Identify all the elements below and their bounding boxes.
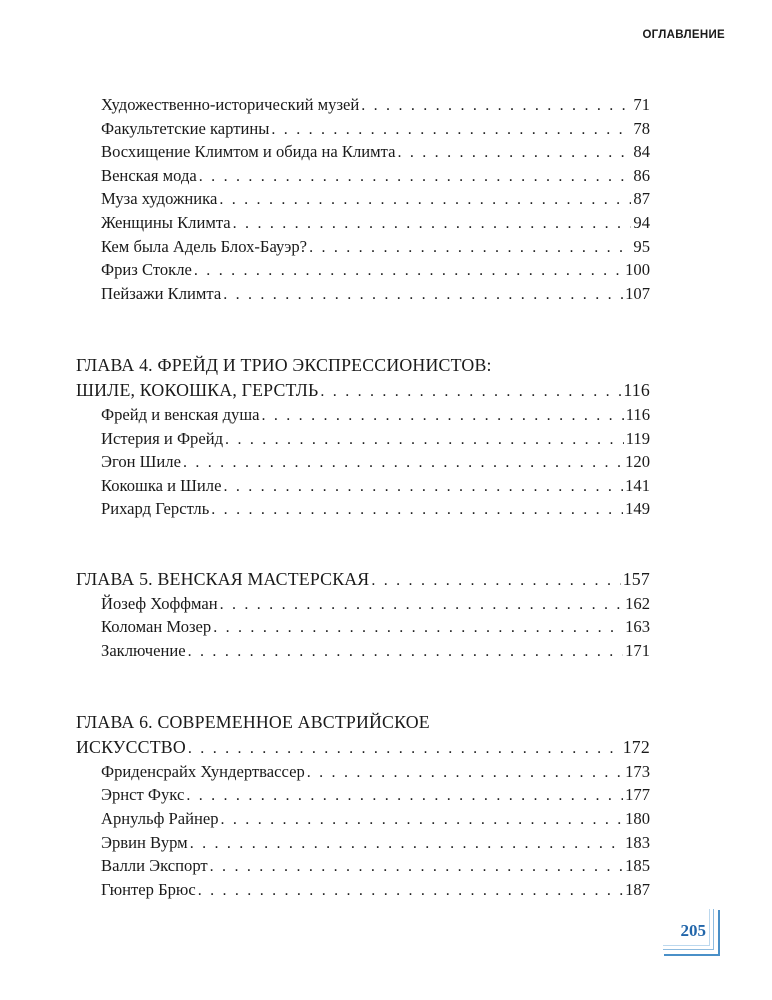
toc-entry-page: 183 — [625, 832, 650, 852]
toc-entry[interactable] — [76, 117, 650, 141]
dot-leader — [225, 428, 624, 452]
toc-entry-page: 171 — [625, 640, 650, 660]
toc-entry-title: Йозеф Хоффман — [101, 593, 218, 613]
dot-leader — [320, 380, 621, 404]
toc-entry[interactable] — [76, 282, 650, 306]
toc-entry-title: Эрнст Фукс — [101, 785, 185, 805]
toc-entry-title: Восхищение Климтом и обида на Климта — [101, 142, 396, 162]
toc-entry-page: 149 — [625, 499, 650, 519]
toc-entry-page: 100 — [625, 260, 650, 280]
chapter-title: ГЛАВА 4. ФРЕЙД И ТРИО ЭКСПРЕССИОНИСТОВ: — [76, 355, 492, 376]
toc-entry-page: 180 — [625, 809, 650, 829]
toc-entry-title: Истерия и Фрейд — [101, 428, 224, 448]
toc-entry-title: Эрвин Вурм — [101, 832, 188, 852]
toc-entry[interactable] — [76, 497, 650, 521]
toc-entry[interactable] — [76, 854, 650, 878]
toc-entry-title: Валли Экспорт — [101, 856, 208, 876]
toc-entry-title: Гюнтер Брюс — [101, 879, 196, 899]
dot-leader — [221, 808, 624, 832]
toc-entry-page: 187 — [625, 879, 650, 899]
dot-leader — [211, 498, 623, 522]
toc-entry-title: Коломан Мозер — [101, 617, 212, 637]
toc-entry-page: 78 — [633, 118, 650, 138]
chapter-5-heading[interactable] — [76, 568, 650, 592]
dot-leader — [233, 212, 632, 236]
toc-entry-title: Венская мода — [101, 165, 197, 185]
dot-leader — [397, 141, 631, 165]
dot-leader — [223, 283, 623, 307]
toc-entry[interactable] — [76, 760, 650, 784]
toc-entry-page: 173 — [625, 761, 650, 781]
chapter-title: ГЛАВА 5. ВЕНСКАЯ МАСТЕРСКАЯ — [76, 568, 370, 589]
toc-entry-page: 185 — [625, 856, 650, 876]
toc-entry[interactable] — [76, 235, 650, 259]
dot-leader — [223, 475, 623, 499]
toc-entry[interactable] — [76, 93, 650, 117]
chapter-6-heading-line1[interactable] — [76, 709, 650, 736]
toc-entry[interactable] — [76, 211, 650, 235]
toc-entry[interactable] — [76, 807, 650, 831]
toc-entry-page: 116 — [625, 404, 650, 424]
toc-entry[interactable] — [76, 831, 650, 855]
toc-entry-title: Художественно-исторический музей — [101, 95, 360, 114]
chapter-6-heading-line2[interactable] — [76, 736, 650, 760]
toc-entry-page: 95 — [633, 236, 650, 256]
dot-leader — [210, 855, 623, 879]
toc-entry-title: Кокошка и Шиле — [101, 475, 222, 495]
chapter-4-heading-line2[interactable] — [76, 379, 650, 403]
dot-leader — [271, 118, 631, 142]
chapter-4-block — [76, 352, 650, 521]
toc-entry-page: 119 — [625, 428, 650, 448]
toc-entry[interactable] — [76, 450, 650, 474]
dot-leader — [219, 188, 631, 212]
dot-leader — [261, 404, 623, 428]
toc-entry-title: Женщины Климта — [101, 212, 231, 232]
dot-leader — [190, 832, 623, 856]
toc-entry-title: Заключение — [101, 640, 186, 660]
toc-entry-title: Пейзажи Климта — [101, 283, 222, 303]
toc-entry-title: Арнульф Райнер — [101, 809, 219, 829]
toc-entry-page: 107 — [625, 283, 650, 303]
chapter-page: 116 — [623, 380, 650, 401]
toc-entry[interactable] — [76, 403, 650, 427]
toc-entry[interactable] — [76, 164, 650, 188]
toc-entry[interactable] — [76, 615, 650, 639]
dot-leader — [198, 879, 623, 903]
dot-leader — [186, 784, 623, 808]
toc-entry-page: 94 — [633, 212, 650, 232]
toc-entry-page: 162 — [625, 593, 650, 613]
toc-entry-title: Фриденсрайх Хундертвассер — [101, 761, 305, 781]
toc-entry-title: Муза художника — [101, 189, 218, 209]
chapter-page: 157 — [622, 568, 650, 589]
toc-entry-page: 163 — [625, 617, 650, 637]
dot-leader — [188, 737, 621, 761]
toc-entry[interactable] — [76, 474, 650, 498]
chapter-5-block — [76, 568, 650, 662]
toc-entry-page: 141 — [625, 475, 650, 495]
toc-entry[interactable] — [76, 878, 650, 902]
dot-leader — [371, 569, 620, 593]
chapter-title: ИСКУССТВО — [76, 737, 186, 758]
toc-entry-title: Фриз Стокле — [101, 260, 192, 280]
toc-entry[interactable] — [76, 592, 650, 616]
dot-leader — [199, 165, 632, 189]
toc-entry-page: 87 — [633, 189, 650, 209]
chapter-title: ГЛАВА 6. СОВРЕМЕННОЕ АВСТРИЙСКОЕ — [76, 712, 430, 733]
toc-entry-title: Кем была Адель Блох-Бауэр? — [101, 236, 308, 256]
toc-entry[interactable] — [76, 639, 650, 663]
toc-entry-page: 84 — [633, 142, 650, 162]
page-number: 205 — [680, 921, 706, 940]
dot-leader — [188, 640, 623, 664]
toc-entry[interactable] — [76, 140, 650, 164]
dot-leader — [361, 94, 631, 118]
dot-leader — [213, 616, 623, 640]
toc-entry-title: Рихард Герстль — [101, 499, 210, 519]
section-a-list — [76, 93, 650, 305]
dot-leader — [220, 593, 624, 617]
toc-entry[interactable] — [76, 187, 650, 211]
toc-entry-title: Факультетские картины — [101, 118, 270, 138]
dot-leader — [309, 236, 631, 260]
toc-entry-page: 86 — [633, 165, 650, 185]
toc-entry[interactable] — [76, 258, 650, 282]
toc-entry[interactable] — [76, 783, 650, 807]
dot-leader — [307, 761, 623, 785]
running-head: ОГЛАВЛЕНИЕ — [642, 29, 725, 41]
toc-entry-title: Эгон Шиле — [101, 452, 181, 472]
toc-entry-title: Фрейд и венская душа — [101, 404, 260, 424]
toc-entry-page: 177 — [625, 785, 650, 805]
chapter-4-heading-line1[interactable] — [76, 352, 650, 379]
toc-entry[interactable] — [76, 427, 650, 451]
table-of-contents — [76, 93, 650, 901]
chapter-6-block — [76, 709, 650, 901]
chapter-page: 172 — [622, 737, 650, 758]
dot-leader — [183, 451, 623, 475]
dot-leader — [194, 259, 623, 283]
toc-entry-page: 71 — [633, 95, 650, 114]
toc-entry-page: 120 — [625, 452, 650, 472]
chapter-title: ШИЛЕ, КОКОШКА, ГЕРСТЛЬ — [76, 380, 319, 401]
